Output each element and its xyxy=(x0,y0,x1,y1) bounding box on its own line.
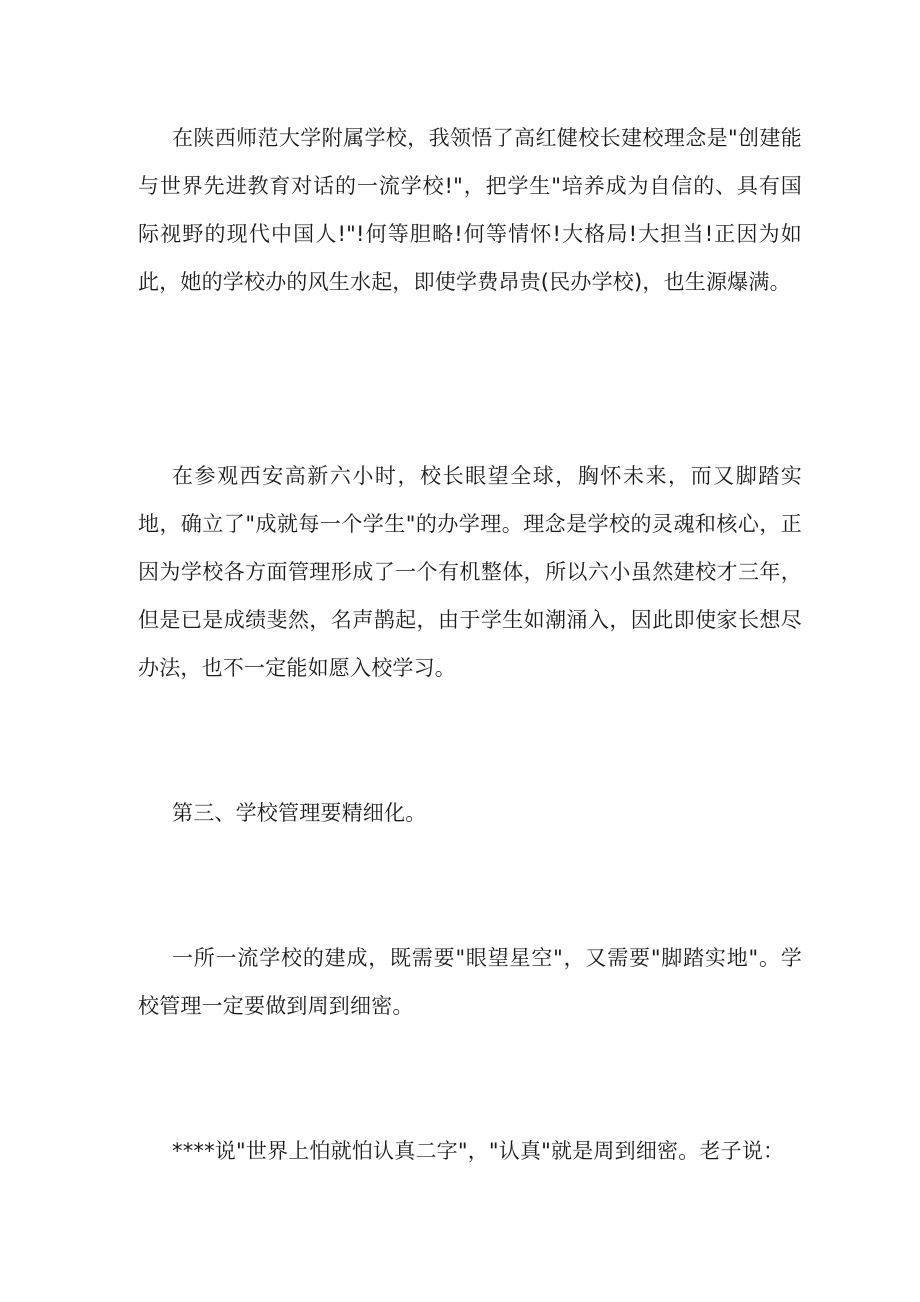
section-heading-third-point: 第三、学校管理要精细化。 xyxy=(172,801,427,825)
paragraph-school-philosophy: 在陕西师范大学附属学校，我领悟了高红健校长建校理念是"创建能与世界先进教育对话的一流学校!"，把学生"培养成为自信的、具有国际视野的现代中国人!"!何等胆略!何等情怀!大格局!大担当!正因为如此，她的学校办的风生水起，即使学费昂贵(民办学校)，也生源爆满。 xyxy=(138,126,802,294)
paragraph-quote-seriousness: ****说"世界上怕就怕认真二字"，"认真"就是周到细密。老子说： xyxy=(172,1139,785,1163)
paragraph-xian-gaoxin-school: 在参观西安高新六小时，校长眼望全球，胸怀未来，而又脚踏实地，确立了"成就每一个学生"的办学理。理念是学校的灵魂和核心，正因为学校各方面管理形成了一个有机整体，所以六小虽然建校才三年，但是已是成绩斐然，名声鹊起，由于学生如潮涌入，因此即使家长想尽办法，也不一定能如愿入校学习。 xyxy=(138,464,802,680)
paragraph-first-class-school: 一所一流学校的建成，既需要"眼望星空"，又需要"脚踏实地"。学校管理一定要做到周到细密。 xyxy=(138,946,802,1018)
